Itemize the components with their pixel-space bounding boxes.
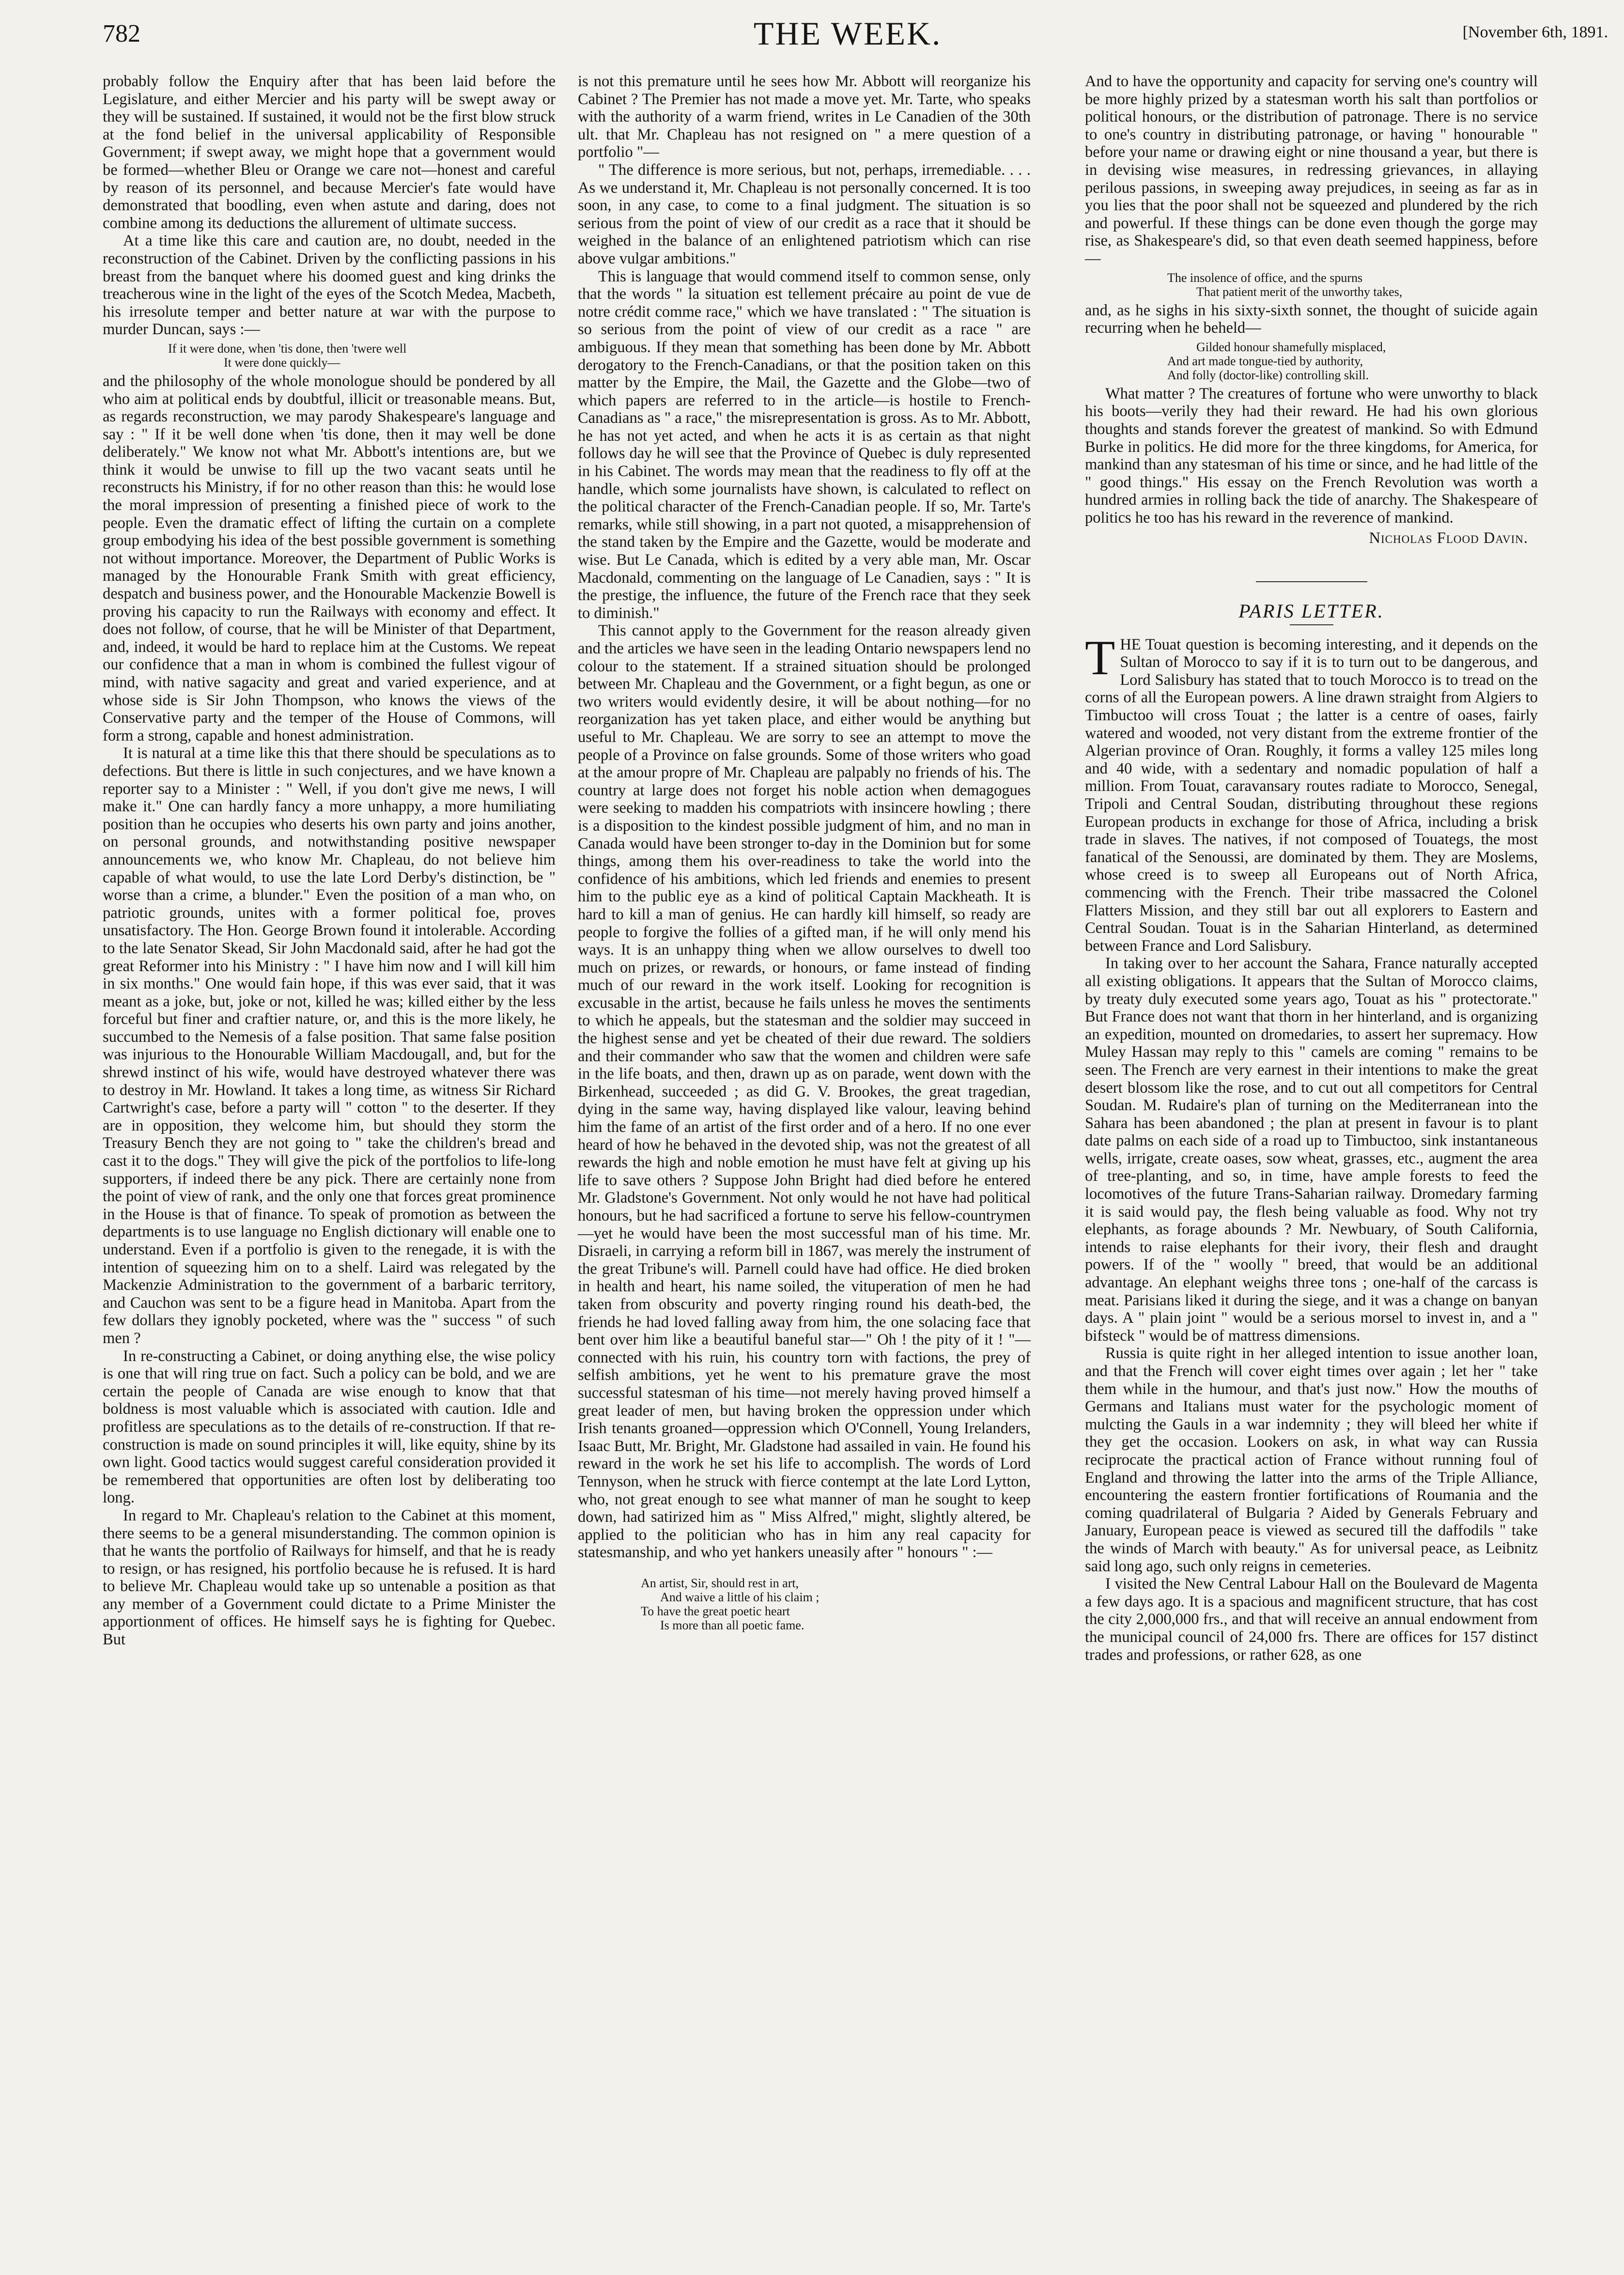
issue-date: [November 6th, 1891. — [1462, 23, 1608, 41]
verse-line: And waive a little of his claim ; — [660, 1590, 820, 1604]
paragraph: This is language that would commend itself to common sense, only that the words " la situation est tellement précaire au point de vue de notre crédit comme race," which we have translated : " The situation is so serious from the point of view of our credit as a race " are ambiguous. If they mean that something has been done by Mr. Abbott derogatory to the French-Canadians, or that the position taken on this matter by the Empire, the Mail, the Gazette and the Globe—two of which papers are referred to in the article—is hostile to French-Canadians as " a race," the misrepresentation is gross. As to Mr. Abbott, he has not yet acted, and when he acts it is as certain as that night follows day he will see that the Province of Quebec is duly represented in his Cabinet. The words may mean that the readiness to fly off at the handle, which some journalists have shown, is calculated to reflect on the political character of the French-Canadian people. If so, Mr. Tarte's remarks, while still showing, in a part not quoted, a misapprehension of the stand taken by the Empire and the Gazette, would be moderate and wise. But Le Canada, which is edited by a very able man, Mr. Oscar Macdonald, commenting on the language of Le Canadien, says : " It is the prestige, the influence, the future of the French race that they seek to diminish." — [578, 267, 1031, 622]
paragraph: This cannot apply to the Government for the reason already given and the articles we have seen in the leading Ontario newspapers lend no colour to the statement. If a strained situation should be prolonged between Mr. Chapleau and the Government, or a fight begun, as one or two writers would evidently desire, it will be about nothing—for no reorganization has yet taken place, and either would be anything but useful to Mr. Chapleau. We are sorry to see an attempt to move the people of a Province on false grounds. Some of those writers who goad at the amour propre of Mr. Chapleau are palpably no friends of his. The country at large does not forget his noble action when demagogues were seeking to madden his compatriots with insincere howling ; there is a disposition to the kindest possible judgment of him, and no man in Canada would have been stronger to-day in the Dominion but for some things, among them his over-readiness to take the world into the confidence of his ambitions, which led friends and enemies to present him to the public eye as a kind of political Captain Mackheath. It is hard to kill a man of genius. He can hardly kill himself, so ready are people to forgive the follies of a gifted man, if he will only mend his ways. It is an unhappy thing when we allow ourselves to dwell too much on prizes, or rewards, or honours, or fame instead of finding much of our reward in the work itself. Looking for recognition is excusable in the artist, because he fails unless he moves the sentiments to which he appeals, but the statesman and the soldier may succeed in the highest sense and yet be cheated of their due reward. The soldiers and their commander who saw that the women and children were safe in the life boats, and then, drawn up as on parade, went down with the Birkenhead, succeeded ; as did G. V. Brookes, the great tragedian, dying in the same way, having displayed like valour, leaving behind him the fame of an artist of the first order and of a hero. If no one ever heard of how he behaved in the devoted ship, was not the greatest of all rewards the high and noble emotion he must have felt at giving up his life to save others ? Suppose John Bright had died before he entered Mr. Gladstone's Government. Not only would he not have had political honours, but he had sacrificed a fortune to serve his fellow-countrymen —yet he would have been the most successful man of his time. Mr. Disraeli, in carrying a reform bill in 1867, was merely the instrument of the great Tribune's will. Parnell could have had office. He died broken in health and heart, his name soiled, the vituperation of men he had taken from obscurity and poverty ringing round his death-bed, the friends he had loved falling away from him, the one solacing face that bent over him like a beautiful baneful star—" Oh ! the pity of it ! "—connected with his ruin, his country torn with factions, the prey of selfish ambitions, yet he went to his premature grave the most successful statesman of his time—not merely having proved himself a great leader of men, but having broken the oppression under which Irish tenants groaned—oppression which O'Connell, Young Irelanders, Isaac Butt, Mr. Bright, Mr. Gladstone had assailed in vain. He found his reward in the work he set his life to accomplish. The words of Lord Tennyson, when he struck with fierce contempt at the late Lord Lytton, who, not great enough to see what manner of man he sought to keep down, had satirized him as " Miss Alfred," might, slightly altered, be applied to the politician who has in him any real capacity for statesmanship, and who yet hankers uneasily after " honours " :— — [578, 622, 1031, 1562]
verse-quote — [103, 341, 556, 370]
masthead-title: THE WEEK. — [753, 15, 942, 52]
section-title: PARIS LETTER. — [1238, 600, 1384, 622]
paragraph: and the philosophy of the whole monologue should be pondered by all who aim at political ends by doubtful, illicit or treasonable means. But, as regards reconstruction, we may parody Shakespeare's language and say : " If it be well done when 'tis done, then it may well be done deliberately." We know not what Mr. Abbott's intentions are, but we think it would be unwise to fill up the two vacant seats until he reconstructs his Ministry, if for no other reason than this: he would lose the moral impression of presenting a finished piece of work to the people. Even the dramatic effect of lifting the curtain on a complete group embodying his idea of the best possible government is something not without importance. Moreover, the Department of Public Works is managed by the Honourable Frank Smith with great efficiency, despatch and business power, and the Honourable Mackenzie Bowell is proving his capacity to run the Railways with economy and effect. It does not follow, of course, that he will be Minister of that Department, and, indeed, it would be hard to replace him at the Customs. We repeat our confidence that a man in whom is combined the fullest vigour of mind, with native sagacity and great and varied experience, and at whose side is Sir John Thompson, who knows the views of the Conservative party and the temper of the House of Commons, will form a strong, capable and honest administration. — [103, 372, 556, 744]
verse-quote — [578, 1576, 1031, 1632]
page-header — [77, 15, 1618, 61]
paragraph: In re-constructing a Cabinet, or doing anything else, the wise policy is one that will ring true on fact. Such a policy can be bold, and we are certain the people of Canada are wise enough to know that that boldness is most valuable which is associated with caution. Idle and profitless are speculations as to the details of re-construction. If that re-construction is made on sound principles it will, like equity, shine by its own light. Good tactics would suggest careful consideration provided it be remembered that opportunities are often lost by deliberating too long. — [103, 1347, 556, 1507]
paragraph: is not this premature until he sees how Mr. Abbott will reorganize his Cabinet ? The Premier has not made a move yet. Mr. Tarte, who speaks with the authority of a warm friend, writes in Le Canadien of the 30th ult. that Mr. Chapleau has not resigned on " a mere question of a portfolio "— — [578, 73, 1031, 161]
verse-line: To have the great poetic heart — [641, 1604, 790, 1618]
verse-line: That patient merit of the unworthy takes, — [1196, 284, 1403, 299]
quoted-paragraph: " The difference is more serious, but not, perhaps, irremediable. . . . As we understand it, Mr. Chapleau is not personally concerned. It is too soon, in any case, to come to a final judgment. The situation is so serious from the point of view of our credit as a race that it should be weighed in the balance of an enlightened patriotism which can rise above vulgar ambitions." — [578, 161, 1031, 267]
page-number: 782 — [103, 20, 140, 47]
verse-quote — [1085, 340, 1538, 382]
paragraph — [1085, 630, 1538, 955]
drop-cap: T — [1085, 630, 1115, 685]
verse-line: The insolence of office, and the spurns — [1167, 270, 1363, 285]
verse-line: It were done quickly— — [224, 355, 340, 370]
paragraph: In regard to Mr. Chapleau's relation to the Cabinet at this moment, there seems to be a general misunderstanding. The common opinion is that he wants the portfolio of Railways for himself, and that he is ready to resign, or has resigned, his portfolio because he is refused. It is hard to believe Mr. Chapleau would take up so untenable a position as that any member of a Government could dictate to a Prime Minister the apportionment of offices. He himself says he is fighting for Quebec. But — [103, 1506, 556, 1649]
verse-line: Gilded honour shamefully misplaced, — [1196, 340, 1386, 354]
section-divider — [1256, 581, 1367, 582]
verse-line: An artist, Sir, should rest in art, — [641, 1576, 799, 1590]
column-3 — [1085, 73, 1538, 1664]
verse-line: And folly (doctor-like) controlling skill. — [1167, 368, 1369, 382]
paragraph: I visited the New Central Labour Hall on the Boulevard de Magenta a few days ago. It is a spacious and magnificent structure, that has cost the city 2,000,000 frs., and that will receive an annual endowment from the municipal council of 24,000 frs. There are offices for 157 distinct trades and professions, or rather 628, as one — [1085, 1575, 1538, 1664]
paragraph: probably follow the Enquiry after that has been laid before the Legislature, and either Mercier and his party will be swept away or they will be sustained. If sustained, it would not be the first blow struck at the fond belief in the universal applicability of Responsible Government; if swept away, we might hope that a government would be formed—whether Bleu or Orange we care not—honest and careful by reason of its personnel, and because Mercier's fate would have demonstrated that boodling, even when astute and daring, does not combine among its deductions the allurement of ultimate success. — [103, 73, 556, 232]
author-signature: Nicholas Flood Davin. — [1369, 529, 1528, 547]
paragraph: Russia is quite right in her alleged intention to issue another loan, and that the French will cover eight times over again ; let her " take them while in the humour, and that's just now." How the mouths of Germans and Italians must water for the psychologic moment of mulcting the Gauls in a war indemnity ; they will bleed her white if they get the occasion. Lookers on ask, in what way can Russia reciprocate the practical action of France without running foul of England and throwing the latter into the arms of the Triple Alliance, encountering the eastern frontier fortifications of Roumania and the coming quadrilateral of Bulgaria ? Aided by Generals February and January, European peace is viewed as secured till the daffodils " take the winds of March with beauty." As for universal peace, as Leibnitz said long ago, such only reigns in cemeteries. — [1085, 1345, 1538, 1575]
paragraph: and, as he sighs in his sixty-sixth sonnet, the thought of suicide again recurring when he beheld— — [1085, 301, 1538, 337]
verse-line: If it were done, when 'tis done, then 'twere well — [168, 341, 407, 356]
paragraph: In taking over to her account the Sahara, France naturally accepted all existing obligations. It appears that the Sultan of Morocco claims, by treaty duly executed some years ago, Touat as his " protectorate." But France does not want that thorn in her hinterland, and is organizing an expedition, mounted on dromedaries, to assert her supremacy. How Muley Hassan may reply to this " camels are coming " remains to be seen. The French are very earnest in their intentions to make the great desert blossom like the rose, and to cut out all competitors for Central Soudan. M. Rudaire's plan of turning on the Mediterranean into the Sahara has been abandoned ; the plan at present in favour is to plant date palms on each side of a road up to Timbuctoo, sink instantaneous wells, irrigate, create oases, sow wheat, grasses, etc., augment the area of tree-planting, and so, in time, have ample forests to feed the locomotives of the future Trans-Saharian railway. Dromedary farming it is said would pay, the flesh being valuable as food. Why not try elephants, as forage abounds ? Mr. Newbuary, of South California, intends to raise elephants for their ivory, their flesh and draught powers. If of the " woolly " breed, that would be an additional advantage. An elephant weighs three tons ; one-half of the carcass is meat. Parisians liked it during the siege, and it was a change on banyan days. A " plain joint " would be a serious morsel to invest in, and a " bifsteck " would be of mattress dimensions. — [1085, 955, 1538, 1345]
title-underline — [1290, 624, 1333, 625]
verse-quote — [1085, 271, 1538, 299]
paragraph: It is natural at a time like this that there should be speculations as to defections. But there is little in such conjectures, and we have known a reporter say to a Minister : " Well, if you don't give me news, I will make it." One can hardly fancy a more unhappy, a more humiliating position than he occupies who deserts his own party and joins another, on personal grounds, and notwithstanding positive newspaper announcements we, who know Mr. Chapleau, do not believe him capable of what would, to use the late Lord Derby's distinction, be " worse than a crime, a blunder." Even the position of a man who, on patriotic grounds, unites with a former political foe, proves unsatisfactory. The Hon. George Brown found it intolerable. According to the late Senator Skead, Sir John Macdonald said, after he had got the great Reformer into his Ministry : " I have him now and I will kill him in six months." One would fain hope, if this was ever said, that it was meant as a joke, but, joke or not, killed he was; killed either by the less forceful but finer and craftier nature, or, and this is the more likely, he succumbed to the Nemesis of a false position. That same false position was injurious to the Honourable William Macdougall, and, but for the shrewd instinct of his wife, would have destroyed whatever there was to destroy in Mr. Howland. It takes a long time, as witness Sir Richard Cartwright's case, before a party will " cotton " to the deserter. If they are in opposition, they welcome him, but should they storm the Treasury Bench they are not going to " take the children's bread and cast it to the dogs." They will give the pick of the portfolios to life-long supporters, if indeed there be any pick. There are certainly none from the point of view of rank, and the only one that forces great prominence in the House is that of finance. To speak of promotion as between the departments is to use language no English dictionary will enable one to understand. Even if a portfolio is given to the renegade, it is with the intention of squeezing him on to a shelf. Laird was relegated by the Mackenzie Administration to the government of a barbaric territory, and Cauchon was sent to be a figure head in Manitoba. Apart from the few dollars they ignobly pocketed, where was the " success " of such men ? — [103, 744, 556, 1347]
column-2 — [578, 73, 1031, 1635]
paragraph: At a time like this care and caution are, no doubt, needed in the reconstruction of the Cabinet. Driven by the conflicting passions in his breast from the banquet where his doomed guest and king drinks the treacherous wine in the light of the eyes of the Scotch Medea, Macbeth, his irresolute temper and better nature at war with the purpose to murder Duncan, says :— — [103, 232, 556, 339]
paragraph: What matter ? The creatures of fortune who were unworthy to black his boots—verily they had their reward. He had his own glorious thoughts and stands forever the greatest of mankind. So with Edmund Burke in politics. He did more for the three kingdoms, for America, for mankind than any statesman of his time or since, and he had little of the " good things." His essay on the French Revolution was worth a hundred armies in rolling back the tide of anarchy. The Shakespeare of politics he too has his reward in the reverence of mankind. — [1085, 385, 1538, 526]
column-1 — [103, 73, 556, 1649]
paragraph-text: HE Touat question is becoming interesting, and it depends on the Sultan of Morocco to say if it is to turn out to be dangerous, and Lord Salisbury has stated that to touch Morocco is to tread on the corns of all the European powers. A line drawn straight from Algiers to Timbuctoo will cross Touat ; the latter is a centre of oases, fairly watered and wooded, not very distant from the extreme frontier of the Algerian province of Oran. Roughly, it forms a valley 125 miles long and 40 wide, with a sedentary and nomadic population of half a million. From Touat, caravansary routes radiate to Morocco, Senegal, Tripoli and Central Soudan, distributing throughout these regions European products in exchange for those of Africa, including a brisk trade in slaves. The natives, if not composed of Touategs, the most fanatical of the Senoussi, are dominated by them. They are Moslems, whose creed is to sweep all Europeans out of North Africa, commencing with the French. Their tribe massacred the Colonel Flatters Mission, and they still bar out all explorers to Eastern and Central Soudan. Touat is in the Saharian Hinterland, as determined between France and Lord Salisbury. — [1085, 635, 1538, 955]
verse-line: And art made tongue-tied by authority, — [1167, 354, 1363, 368]
verse-line: Is more than all poetic fame. — [660, 1618, 804, 1632]
paragraph: And to have the opportunity and capacity for serving one's country will be more highly prized by a statesman worth his salt than portfolios or political honours, or the distribution of patronage. There is no service to one's country in distributing patronage, or having " honourable " before your name or drawing eight or nine thousand a year, but there is in devising wise measures, in redressing grievances, in allaying perilous passions, in sweeping away prejudices, in seeing as far as in you lies that the poor shall not be squeezed and plundered by the rich and powerful. If these things can be done even though the gorge may rise, as Shakespeare's did, so that even death seemed happiness, before— — [1085, 73, 1538, 267]
